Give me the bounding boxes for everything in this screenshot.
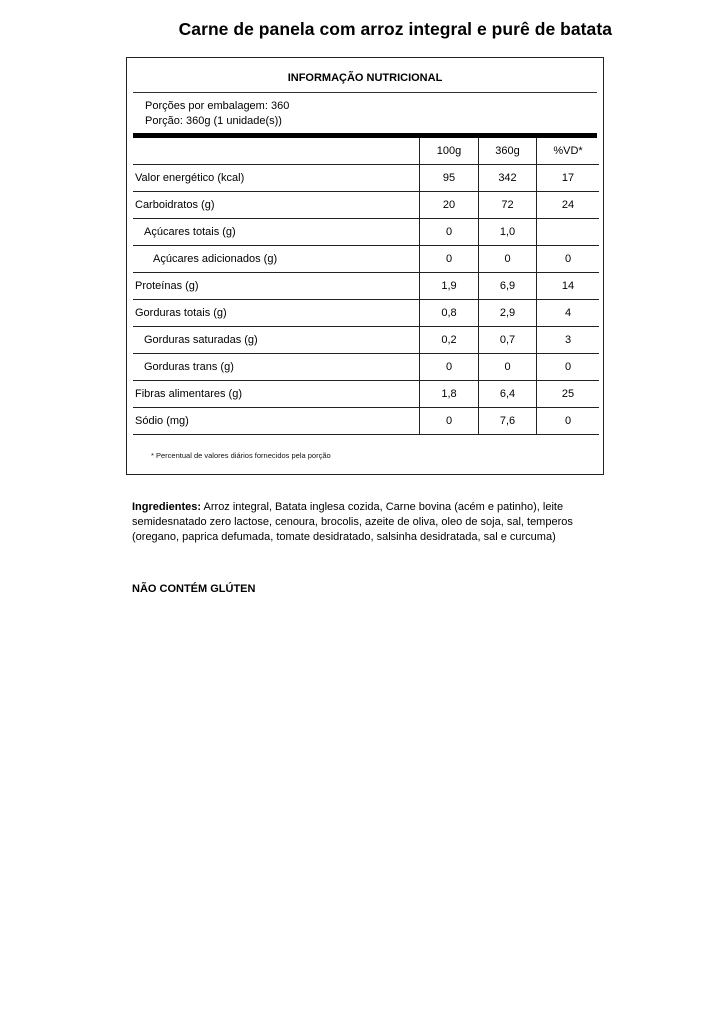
value-vd: 0 [537,246,600,273]
table-row [133,354,599,381]
header-label-cell [133,138,420,165]
nutrient-label: Gorduras trans (g) [133,354,420,381]
nutrient-label: Proteínas (g) [133,273,420,300]
value-vd: 25 [537,381,600,408]
table-row [133,192,599,219]
nutrition-heading: INFORMAÇÃO NUTRICIONAL [133,58,597,93]
value-per100: 0 [420,408,479,435]
value-vd: 17 [537,165,600,192]
value-per-portion: 0 [479,246,537,273]
value-per-portion: 72 [479,192,537,219]
nutrient-label: Açúcares adicionados (g) [133,246,420,273]
value-vd: 14 [537,273,600,300]
value-per-portion: 7,6 [479,408,537,435]
value-per100: 0,8 [420,300,479,327]
value-per-portion: 6,9 [479,273,537,300]
value-per100: 1,9 [420,273,479,300]
value-per100: 20 [420,192,479,219]
nutrient-label: Açúcares totais (g) [133,219,420,246]
ingredients-section [132,500,607,545]
table-row [133,246,599,273]
value-per-portion: 0,7 [479,327,537,354]
table-row [133,408,599,435]
value-per100: 0,2 [420,327,479,354]
value-per-portion: 342 [479,165,537,192]
value-vd: 0 [537,354,600,381]
table-row [133,300,599,327]
value-vd: 4 [537,300,600,327]
header-vd: %VD* [537,138,600,165]
value-per100: 0 [420,246,479,273]
table-header-row [133,138,599,165]
nutrient-label: Carboidratos (g) [133,192,420,219]
product-title: Carne de panela com arroz integral e purê de batata [178,19,612,39]
header-per100: 100g [420,138,479,165]
table-row [133,273,599,300]
servings-per-package: Porções por embalagem: 360 [145,100,290,112]
table-row [133,165,599,192]
value-per100: 95 [420,165,479,192]
value-vd: 3 [537,327,600,354]
nutrition-facts-panel [126,57,604,475]
nutrition-table [133,138,599,435]
header-per-portion: 360g [479,138,537,165]
value-per100: 0 [420,219,479,246]
value-vd: 24 [537,192,600,219]
nutrient-label: Fibras alimentares (g) [133,381,420,408]
value-per100: 0 [420,354,479,381]
value-per-portion: 0 [479,354,537,381]
value-per-portion: 2,9 [479,300,537,327]
table-row [133,327,599,354]
footnote: * Percentual de valores diários fornecidos pela porção [151,451,331,460]
value-vd: 0 [537,408,600,435]
ingredients-text: Arroz integral, Batata inglesa cozida, Carne bovina (acém e patinho), leite semidesnatado zero lactose, cenoura, brocolis, azeite de oliva, oleo de soja, sal, temperos (oregano, paprica defumada, tomate desidratado, salsinha desidratada, sal e curcuma) [132,501,573,543]
portion-info [145,99,289,129]
table-row [133,381,599,408]
value-per-portion: 6,4 [479,381,537,408]
table-row [133,219,599,246]
value-per100: 1,8 [420,381,479,408]
nutrient-label: Valor energético (kcal) [133,165,420,192]
ingredients-label: Ingredientes: [132,501,202,513]
value-vd [537,219,600,246]
nutrient-label: Sódio (mg) [133,408,420,435]
nutrient-label: Gorduras totais (g) [133,300,420,327]
gluten-notice: NÃO CONTÉM GLÚTEN [132,583,256,595]
value-per-portion: 1,0 [479,219,537,246]
serving-size: Porção: 360g (1 unidade(s)) [145,115,282,127]
nutrient-label: Gorduras saturadas (g) [133,327,420,354]
